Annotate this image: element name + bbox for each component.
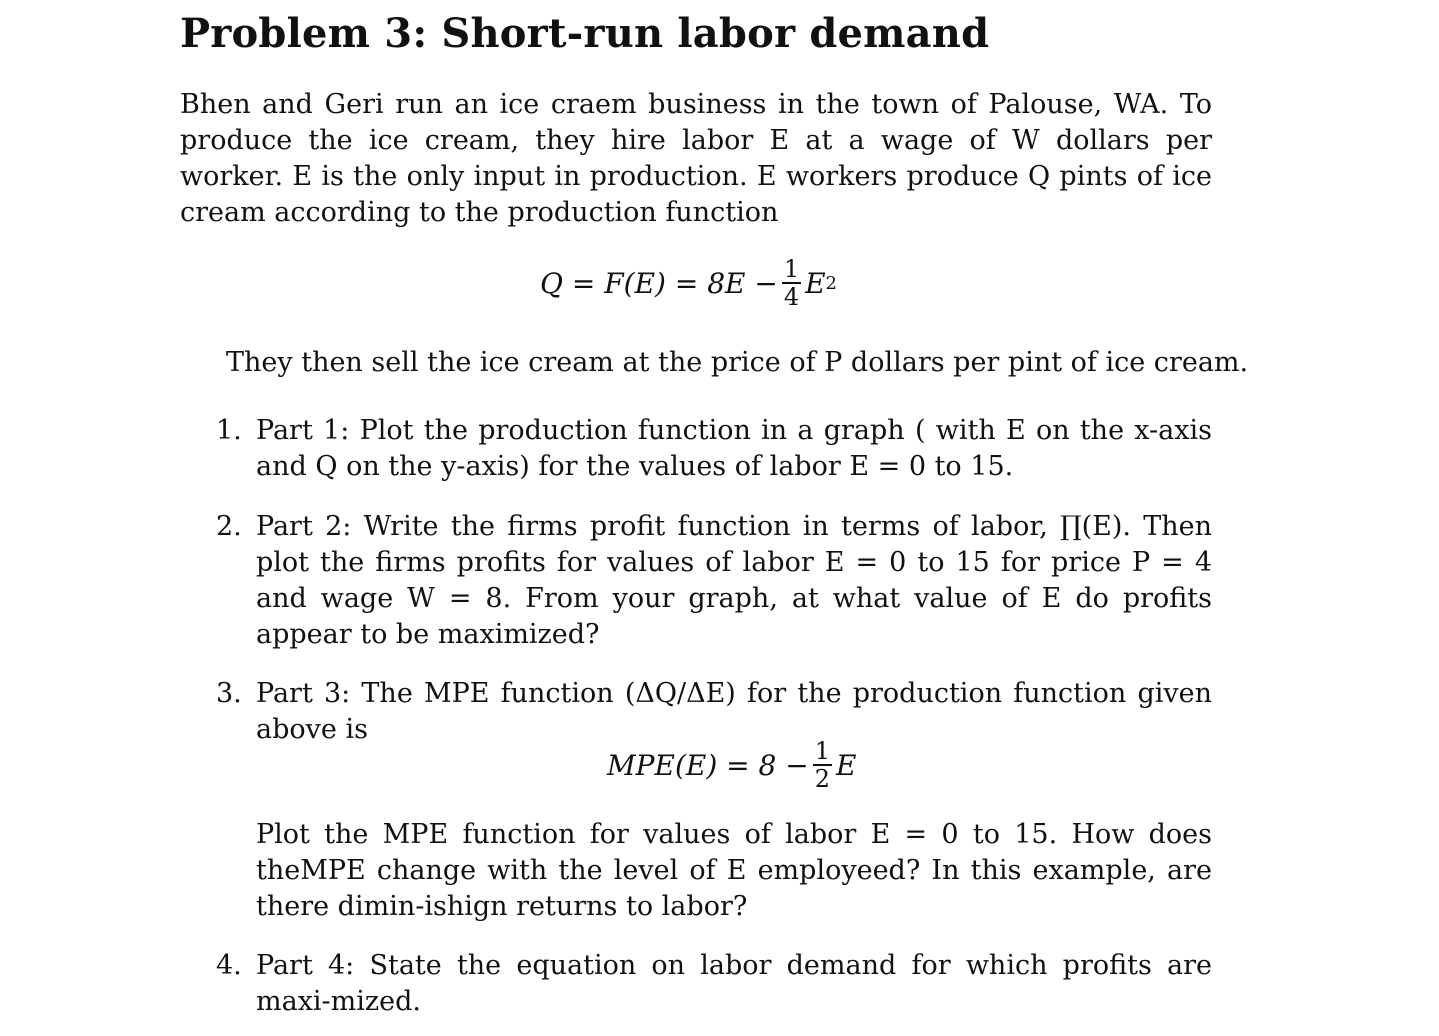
fraction-numerator: 1 bbox=[814, 737, 830, 765]
list-item-4 bbox=[216, 948, 1212, 1020]
list-item-text-a: Part 3: The MPE function (ΔQ/ΔE) for the production function given above is bbox=[256, 678, 1212, 745]
list-item-text: Part 2: Write the firms profit function in terms of labor, ∏(E). Then plot the firms profits for values of labor E = 0 to 15 for price P = 4 and wage W = 8. From your graph, at what value of E do profits appear to be maximized? bbox=[256, 511, 1212, 650]
fraction-denominator: 4 bbox=[783, 283, 800, 311]
fraction-numerator: 1 bbox=[783, 255, 800, 283]
intro-paragraph: Bhen and Geri run an ice craem business in the town of Palouse, WA. To produce the ice cream, they hire labor E at a wage of W dollars per worker. E is the only input in production. E workers produce Q pints of ice cream according to the production function bbox=[180, 89, 1212, 228]
list-item-number: 3. bbox=[216, 678, 242, 709]
list-item-3-continued bbox=[216, 817, 1212, 925]
mpe-equation bbox=[607, 738, 856, 792]
list-item-text: Part 1: Plot the production function in a graph ( with E on the x-axis and Q on the y-axis) for the values of labor E = 0 to 15. bbox=[256, 415, 1212, 482]
list-item-number: 1. bbox=[216, 415, 242, 446]
production-equation-lhs: Q = F(E) = 8E − bbox=[540, 266, 778, 300]
list-item-2 bbox=[216, 509, 1212, 653]
mpe-equation-rhs: E bbox=[835, 748, 857, 782]
list-item-text: Part 4: State the equation on labor demand for which profits are maxi-mized. bbox=[256, 950, 1212, 1017]
page-title: Problem 3: Short-run labor demand bbox=[180, 10, 990, 57]
list-item-1 bbox=[216, 413, 1212, 485]
list-item-number: 4. bbox=[216, 950, 242, 981]
list-item-text-b: Plot the MPE function for values of labor E = 0 to 15. How does theMPE change with the level of E employeed? In this example, are there dimin-ishign returns to labor? bbox=[256, 819, 1212, 922]
list-item-number: 2. bbox=[216, 511, 242, 542]
production-equation-fraction bbox=[782, 256, 801, 310]
production-equation bbox=[540, 256, 837, 310]
sell-sentence: They then sell the ice cream at the price of P dollars per pint of ice cream. bbox=[226, 347, 1249, 378]
production-equation-exponent: 2 bbox=[825, 272, 837, 294]
mpe-equation-lhs: MPE(E) = 8 − bbox=[607, 748, 809, 782]
fraction-denominator: 2 bbox=[814, 765, 830, 793]
production-equation-rhs: E bbox=[805, 266, 826, 300]
mpe-equation-fraction bbox=[813, 738, 832, 792]
